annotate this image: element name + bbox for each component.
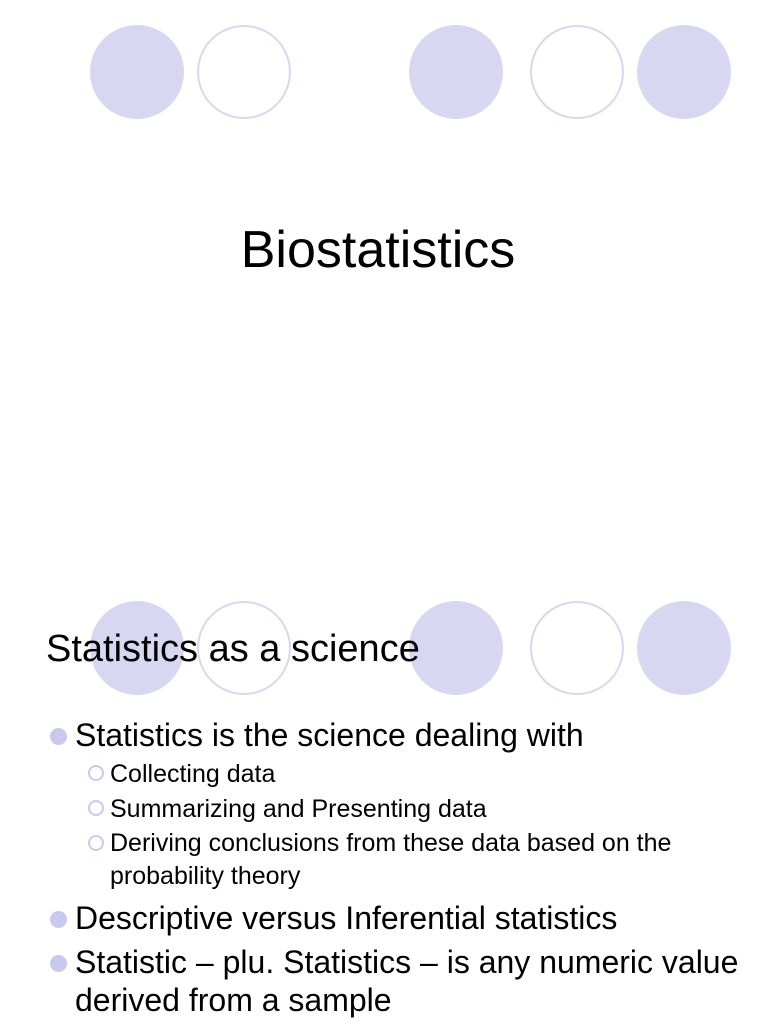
slide-statistics-as-a-science bbox=[0, 578, 768, 1024]
sub-bullet-text: Deriving conclusions from these data based on the probability theory bbox=[110, 829, 672, 890]
bullet-text: Statistics is the science dealing with bbox=[75, 717, 584, 753]
ring-bullet-icon bbox=[88, 765, 104, 781]
bullet-item bbox=[48, 716, 748, 754]
ring-bullet-icon bbox=[88, 800, 104, 816]
bullet-text: Statistic – plu. Statistics – is any numeric value derived from a sample bbox=[75, 944, 739, 1018]
decorative-filled-circle bbox=[409, 601, 503, 695]
sub-bullet-item bbox=[88, 792, 748, 827]
sub-bullet-text: Collecting data bbox=[110, 760, 276, 788]
decorative-filled-circle bbox=[409, 25, 503, 119]
slide-title: Biostatistics bbox=[240, 221, 516, 279]
decorative-ring-circle bbox=[530, 25, 624, 119]
bullet-item bbox=[48, 943, 748, 1019]
decorative-filled-circle bbox=[90, 25, 184, 119]
sub-bullet-text: Summarizing and Presenting data bbox=[110, 795, 487, 823]
sub-bullet-item bbox=[88, 757, 748, 792]
filled-bullet-icon bbox=[50, 911, 67, 928]
slide-title: Statistics as a science bbox=[46, 628, 420, 670]
decorative-filled-circle bbox=[637, 25, 731, 119]
decorative-ring-circle bbox=[197, 25, 291, 119]
bullet-list bbox=[48, 716, 748, 1024]
decorative-ring-circle bbox=[530, 601, 624, 695]
bullet-text: Descriptive versus Inferential statistics bbox=[75, 900, 618, 936]
bullet-item bbox=[48, 899, 748, 937]
decorative-filled-circle bbox=[637, 601, 731, 695]
filled-bullet-icon bbox=[50, 728, 67, 745]
sub-bullet-item bbox=[88, 827, 748, 893]
ring-bullet-icon bbox=[88, 835, 104, 851]
filled-bullet-icon bbox=[50, 955, 67, 972]
